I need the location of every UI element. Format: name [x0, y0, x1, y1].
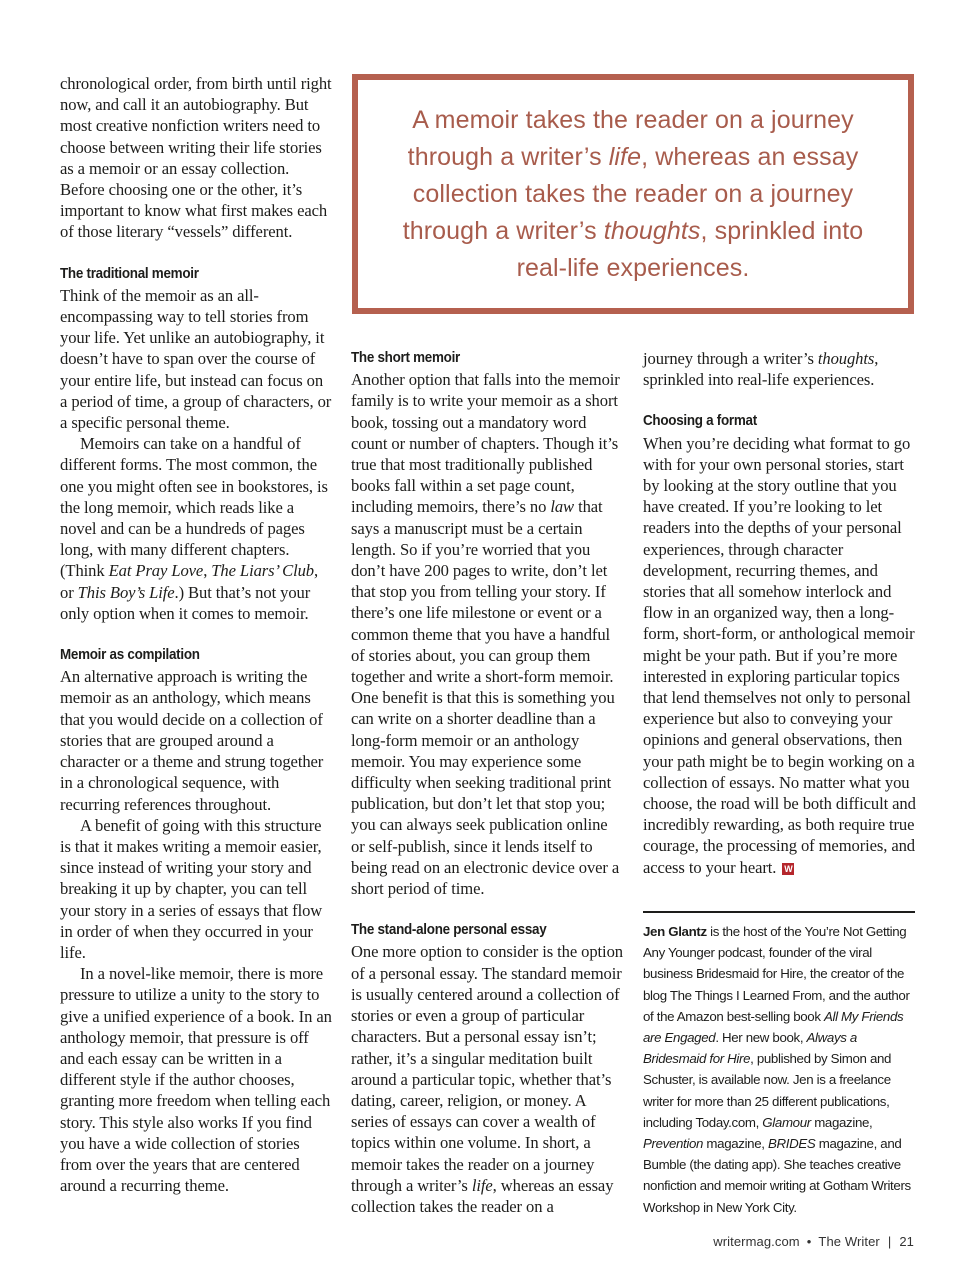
text-run: , whereas an essay collection takes the reader on a journey through a writer’s	[402, 142, 859, 245]
emphasis: life	[608, 142, 642, 171]
pull-quote-text	[358, 102, 908, 287]
body-paragraph	[643, 433, 917, 878]
emphasis: thoughts	[603, 216, 701, 245]
body-paragraph	[60, 433, 332, 624]
publication-title: Prevention	[643, 1136, 704, 1152]
text-run: magazine,	[703, 1136, 768, 1152]
text-run: magazine, and Bumble (the dating app). She teaches creative nonfiction and memoir writing at Gotham Writers Workshop in New York City.	[643, 1136, 911, 1215]
text-run: ,	[203, 561, 212, 581]
continuation-paragraph	[643, 348, 917, 390]
text-run: that says a manuscript must be a certain length. So if you’re worried that you don’t have 200 pages to write, don’t let that stop you from telling your story. If there’s one life milestone or event or a common theme that you have a handful of stories about, you can group them together and write a short-form memoir. One benefit is that this is something you can write on a shorter deadline than a long-form memoir or an anthology memoir. You may experience some difficulty when seeking traditional print publication, but don’t let that stop you; you can always seek publication online or self-publish, since it lends itself to being read on an electronic device over a short period of time.	[351, 497, 620, 899]
body-paragraph	[351, 369, 625, 899]
emphasis: thoughts	[817, 349, 875, 368]
section-heading-traditional-memoir: The traditional memoir	[60, 265, 199, 282]
article-column-2	[351, 348, 625, 1217]
body-paragraph	[351, 941, 625, 1217]
text-run: is the host of the You’re Not Getting Any Younger podcast, founder of the viral business Bridesmaid for Hire, the creator of the blog The Things I Learned From, and the author of the Amazon best-selling book	[643, 924, 910, 1024]
text-run: journey through a writer’s	[643, 349, 818, 368]
page-footer	[713, 1234, 914, 1249]
footer-publication: The Writer	[818, 1234, 880, 1249]
book-title: The Liars’ Club	[211, 561, 314, 581]
text-run: Another option that falls into the memoir family is to write your memoir as a short book, tossing out a mandatory word count or number of chapters. Though it’s true that most traditionally published books fall within a set page count, including memoirs, there’s no	[351, 370, 620, 517]
book-title: This Boy’s Life	[77, 582, 175, 602]
publication-title: BRIDES	[767, 1136, 816, 1152]
pull-quote-box	[352, 74, 914, 314]
body-paragraph: A benefit of going with this structure is that it makes writing a memoir easier, since instead of writing your story and breaking it up by chapter, you can tell your story in a series of essays that flow in order of when they occurred in your life.	[60, 815, 323, 962]
author-bio	[643, 921, 919, 1218]
section-heading-memoir-as-compilation: Memoir as compilation	[60, 647, 200, 664]
intro-paragraph: chronological order, from birth until right now, and call it an autobiography. But most creative nonfiction writers need to choose between writing their life stories as a memoir or an essay collection. Before choosing one or the other, it’s important to know what first makes each of those literary “vessels” different.	[60, 74, 332, 242]
section-heading-personal-essay: The stand-alone personal essay	[351, 922, 547, 939]
page-number: 21	[899, 1234, 914, 1249]
text-run: One more option to consider is the option of a personal essay. The standard memoir is usually centered around a collection of stories or even a group of particular characters. But a personal essay isn’t; rather, it’s a singular meditation built around a particular topic, whether that’s dating, career, religion, or money. A series of essays can cover a wealth of topics within one volume. In short, a memoir takes the reader on a journey through a writer’s	[351, 942, 623, 1195]
text-run: , sprinkled into real-life experiences.	[643, 349, 879, 390]
text-run: , or	[60, 561, 319, 602]
bio-paragraph	[643, 921, 919, 1218]
bio-divider	[643, 911, 915, 913]
book-title: All My Friends are Engaged	[643, 1008, 904, 1046]
article-column-3	[643, 348, 917, 878]
body-paragraph: An alternative approach is writing the memoir as an anthology, which means that you would decide on a collection of stories that are grouped around a character or a theme and strung together in a chronological sequence, with recurring references throughout.	[60, 667, 324, 814]
text-run: , published by Simon and Schuster, is available now. Jen is a freelance writer for more than 25 different publications, including Today.com,	[643, 1051, 892, 1130]
text-run: . Her new book,	[715, 1030, 807, 1046]
section-heading-short-memoir: The short memoir	[351, 350, 460, 366]
book-title: Always a Bridesmaid for Hire	[643, 1030, 857, 1067]
bar-separator: |	[887, 1234, 892, 1249]
emphasis: law	[550, 497, 575, 517]
text-run: , sprinkled into real-life experiences.	[516, 216, 864, 282]
text-run: .) But that’s not your only option when it comes to memoir.	[60, 582, 311, 623]
end-mark-icon: W	[784, 863, 793, 874]
emphasis: life	[471, 1175, 493, 1195]
author-name: Jen Glantz	[643, 924, 707, 939]
body-paragraph: Think of the memoir as an all-encompassing way to tell stories from your life. Yet unlike an autobiography, it doesn’t have to span over the course of your entire life, but instead can focus on a period of time, a group of characters, or a specific personal theme.	[60, 285, 332, 433]
footer-site: writermag.com	[713, 1234, 800, 1249]
text-run: , whereas an essay collection takes the reader on a	[351, 1175, 614, 1216]
text-run: When you’re deciding what format to go with for your own personal stories, start by looking at the story outline that you have created. If you’re looking to let readers into the depths of your personal experiences, through character development, recurring themes, and stories that all somehow interlock and flow in an organized way, then a long-form, short-form, or anthological memoir might be your path. But if you’re more interested in exploring particular topics that lend themselves not only to personal experience but also to conveying your opinions and general observations, then your path might be to begin working on a collection of essays. No matter what you choose, the road will be both difficult and incredibly rewarding, as both require true courage, the processing of memories, and access to your heart.	[643, 433, 916, 877]
section-heading-choosing-format: Choosing a format	[643, 413, 757, 430]
text-run: Memoirs can take on a handful of different forms. The most common, the one you might often see in bookstores, is the long memoir, which reads like a novel and can be a hundreds of pages long, with many different chapters. (Think	[60, 434, 328, 581]
book-title: Eat Pray Love	[108, 561, 204, 581]
article-column-1	[60, 73, 332, 1196]
body-paragraph: In a novel-like memoir, there is more pressure to utilize a unity to the story to give a unified experience of a book. In an anthology memoir, that pressure is off and each essay can be written in a different style if the author chooses, granting more freedom when telling each story. This style also works If you find you have a wide collection of stories from over the years that are centered around a recurring theme.	[60, 964, 332, 1196]
publication-title: Glamour	[762, 1114, 811, 1130]
text-run: A memoir takes the reader on a journey through a writer’s	[407, 105, 854, 171]
bullet-separator-icon: •	[806, 1234, 812, 1249]
text-run: magazine,	[810, 1114, 873, 1130]
